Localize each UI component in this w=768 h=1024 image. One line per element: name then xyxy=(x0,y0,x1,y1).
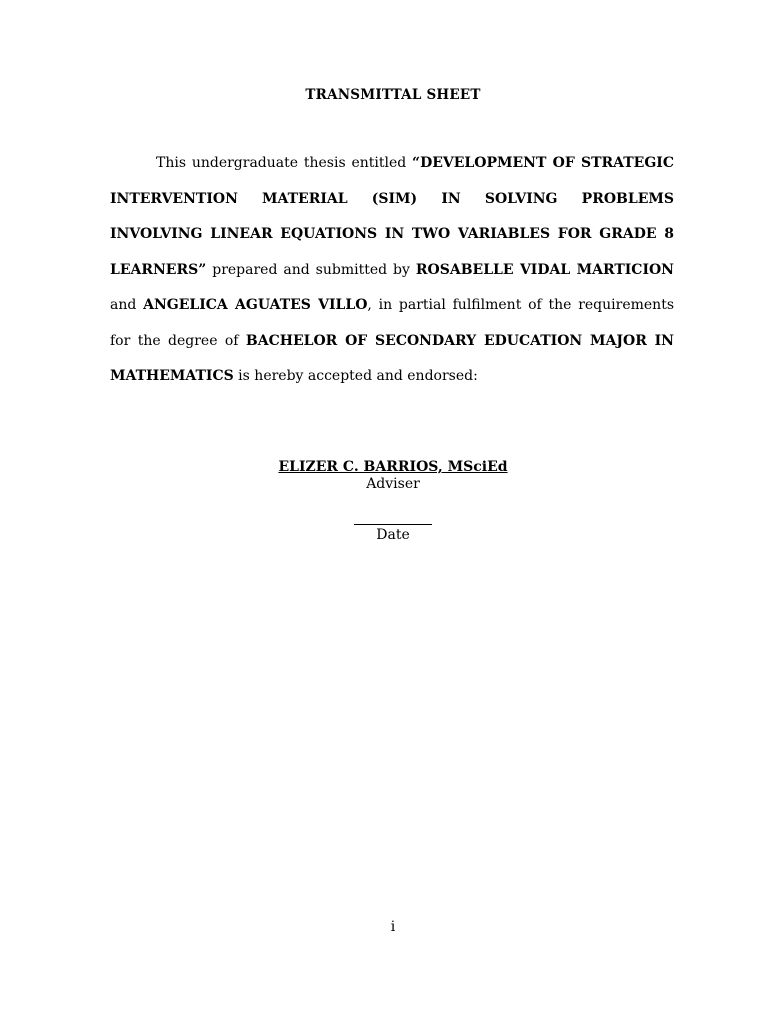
page-title: TRANSMITTAL SHEET xyxy=(305,87,481,103)
thesis-title: “DEVELOPMENT OF STRATEGIC INTERVENTION MATERIAL (SIM) IN SOLVING PROBLEMS INVOLVING LINEAR EQUATIONS IN TWO VARIABLES FOR GRADE 8 LEARNERS” xyxy=(110,155,674,278)
degree-name: BACHELOR OF SECONDARY EDUCATION MAJOR IN MATHEMATICS xyxy=(110,332,674,384)
intro-text: This undergraduate thesis entitled xyxy=(156,155,413,171)
and-text: and xyxy=(110,297,144,313)
date-label: Date xyxy=(376,527,410,543)
prepared-by-text: prepared and submitted by xyxy=(206,261,416,278)
transmittal-paragraph xyxy=(110,146,674,395)
date-signature-line xyxy=(0,510,768,526)
page-number: i xyxy=(390,919,396,935)
adviser-role: Adviser xyxy=(366,476,420,492)
fulfilment-text: , in partial fulfilment of the requirements for the degree of xyxy=(110,297,675,349)
date-blank xyxy=(354,510,432,525)
author-2-name: ANGELICA AGUATES VILLO xyxy=(143,297,368,313)
adviser-name: ELIZER C. BARRIOS, MSciEd xyxy=(278,459,508,475)
closing-text: is hereby accepted and endorsed: xyxy=(233,368,478,384)
author-1-name: ROSABELLE VIDAL MARTICION xyxy=(415,261,674,278)
